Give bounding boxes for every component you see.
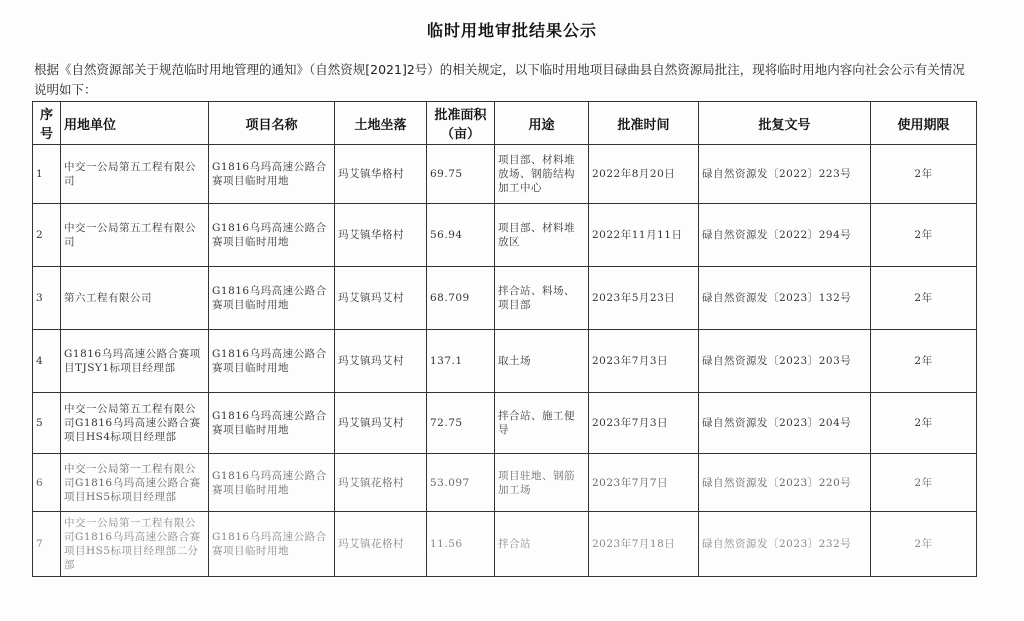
header-period: 使用期限 (871, 102, 977, 145)
cell-period: 2年 (871, 267, 977, 330)
cell-date: 2023年7月3日 (589, 330, 699, 393)
cell-project: G1816乌玛高速公路合赛项目临时用地 (209, 393, 335, 454)
intro-paragraph: 根据《自然资源部关于规范临时用地管理的通知》（自然资规[2021]2号）的相关规定，以下临时用地项目碌曲县自然资源局批注，现将临时用地内容向社会公示有关情况说明如下： (34, 62, 965, 97)
cell-unit: 中交一公局第一工程有限公司G1816乌玛高速公路合赛项目HS5标项目经理部 (61, 454, 209, 512)
cell-project: G1816乌玛高速公路合赛项目临时用地 (209, 512, 335, 577)
header-seq: 序号 (33, 102, 61, 145)
cell-purpose: 项目部、材料堆放区 (495, 204, 589, 267)
header-location: 土地坐落 (335, 102, 427, 145)
cell-purpose: 项目驻地、钢筋加工场 (495, 454, 589, 512)
table-row (33, 267, 977, 330)
cell-period: 2年 (871, 204, 977, 267)
header-date: 批准时间 (589, 102, 699, 145)
cell-period: 2年 (871, 145, 977, 204)
cell-period: 2年 (871, 330, 977, 393)
cell-date: 2023年7月3日 (589, 393, 699, 454)
cell-seq: 4 (33, 330, 61, 393)
cell-seq: 3 (33, 267, 61, 330)
cell-unit: 中交一公局第五工程有限公司 (61, 204, 209, 267)
cell-project: G1816乌玛高速公路合赛项目临时用地 (209, 204, 335, 267)
cell-unit: 中交一公局第五工程有限公司 (61, 145, 209, 204)
table-row (33, 330, 977, 393)
table-row (33, 512, 977, 577)
cell-location: 玛艾镇玛艾村 (335, 393, 427, 454)
table-row (33, 393, 977, 454)
cell-location: 玛艾镇玛艾村 (335, 330, 427, 393)
table-row (33, 204, 977, 267)
cell-area: 68.709 (427, 267, 495, 330)
cell-unit: G1816乌玛高速公路合赛项目TJSY1标项目经理部 (61, 330, 209, 393)
cell-area: 11.56 (427, 512, 495, 577)
cell-location: 玛艾镇花格村 (335, 512, 427, 577)
cell-unit: 中交一公局第五工程有限公司G1816乌玛高速公路合赛项目HS4标项目经理部 (61, 393, 209, 454)
cell-area: 72.75 (427, 393, 495, 454)
cell-location: 玛艾镇华格村 (335, 204, 427, 267)
table-header-row (33, 102, 977, 145)
cell-date: 2022年8月20日 (589, 145, 699, 204)
cell-doc: 碌自然资源发〔2022〕294号 (699, 204, 871, 267)
cell-doc: 碌自然资源发〔2022〕223号 (699, 145, 871, 204)
approval-table (32, 101, 977, 577)
cell-doc: 碌自然资源发〔2023〕220号 (699, 454, 871, 512)
cell-area: 69.75 (427, 145, 495, 204)
cell-project: G1816乌玛高速公路合赛项目临时用地 (209, 330, 335, 393)
cell-seq: 7 (33, 512, 61, 577)
table-row (33, 145, 977, 204)
header-purpose: 用途 (495, 102, 589, 145)
cell-seq: 5 (33, 393, 61, 454)
cell-purpose: 拌合站 (495, 512, 589, 577)
cell-doc: 碌自然资源发〔2023〕204号 (699, 393, 871, 454)
cell-date: 2023年7月7日 (589, 454, 699, 512)
cell-area: 137.1 (427, 330, 495, 393)
table-row (33, 454, 977, 512)
cell-location: 玛艾镇花格村 (335, 454, 427, 512)
cell-project: G1816乌玛高速公路合赛项目临时用地 (209, 267, 335, 330)
cell-date: 2023年7月18日 (589, 512, 699, 577)
cell-period: 2年 (871, 454, 977, 512)
document-title: 临时用地审批结果公示 (426, 21, 597, 40)
cell-period: 2年 (871, 393, 977, 454)
header-doc: 批复文号 (699, 102, 871, 145)
cell-purpose: 拌合站、料场、项目部 (495, 267, 589, 330)
cell-project: G1816乌玛高速公路合赛项目临时用地 (209, 145, 335, 204)
cell-unit: 中交一公局第一工程有限公司G1816乌玛高速公路合赛项目HS5标项目经理部二分部 (61, 512, 209, 577)
cell-location: 玛艾镇华格村 (335, 145, 427, 204)
cell-doc: 碌自然资源发〔2023〕132号 (699, 267, 871, 330)
cell-unit: 第六工程有限公司 (61, 267, 209, 330)
header-project: 项目名称 (209, 102, 335, 145)
cell-doc: 碌自然资源发〔2023〕232号 (699, 512, 871, 577)
cell-seq: 2 (33, 204, 61, 267)
cell-location: 玛艾镇玛艾村 (335, 267, 427, 330)
cell-doc: 碌自然资源发〔2023〕203号 (699, 330, 871, 393)
cell-date: 2022年11月11日 (589, 204, 699, 267)
cell-area: 53.097 (427, 454, 495, 512)
cell-purpose: 取土场 (495, 330, 589, 393)
cell-project: G1816乌玛高速公路合赛项目临时用地 (209, 454, 335, 512)
cell-area: 56.94 (427, 204, 495, 267)
header-unit: 用地单位 (61, 102, 209, 145)
cell-purpose: 项目部、材料堆放场、钢筋结构加工中心 (495, 145, 589, 204)
header-area: 批准面积（亩） (427, 102, 495, 145)
cell-purpose: 拌合站、施工便导 (495, 393, 589, 454)
cell-date: 2023年5月23日 (589, 267, 699, 330)
cell-period: 2年 (871, 512, 977, 577)
cell-seq: 1 (33, 145, 61, 204)
cell-seq: 6 (33, 454, 61, 512)
